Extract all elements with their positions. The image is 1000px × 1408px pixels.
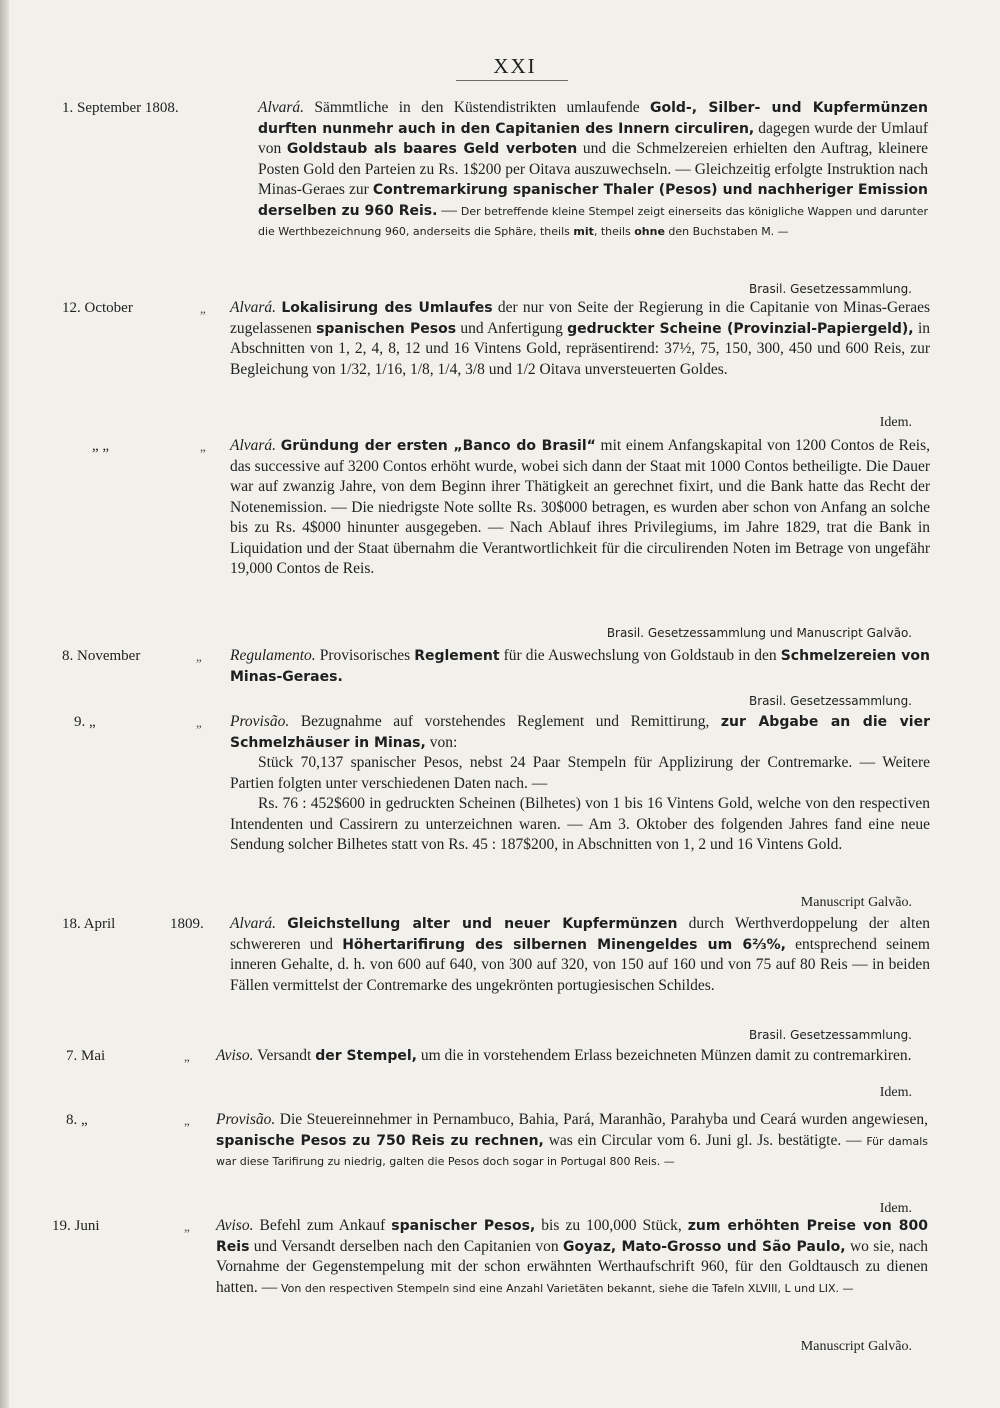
- entry-text: [230, 712, 930, 856]
- footnote-text: ohne: [634, 225, 665, 238]
- entry-date: 12. October: [62, 300, 133, 316]
- emphasis-text: Goyaz, Mato-Grosso und São Paulo,: [563, 1238, 846, 1255]
- entry-source: Idem.: [879, 1201, 912, 1216]
- entry-paragraph: [216, 1110, 928, 1172]
- entry-type: Aviso.: [216, 1047, 254, 1064]
- emphasis-text: Contremarkirung spanischer Thaler (Pesos) und nachheriger Emission derselben zu 960 Reis.: [258, 182, 928, 219]
- emphasis-text: Reglement: [414, 648, 500, 664]
- footnote-text: Der betreffende kleine Stempel zeigt einerseits das königliche Wappen und darunter die Werthbezeichnung 960, anderseits die Sphäre, theils: [258, 204, 929, 238]
- footnote-text: mit: [573, 225, 594, 238]
- body-text: und Anfertigung: [456, 319, 568, 337]
- entry-text: [216, 1046, 928, 1067]
- ditto-mark: „: [200, 301, 206, 316]
- entry-source: Idem.: [879, 1085, 912, 1100]
- entry-source: Idem.: [879, 415, 912, 430]
- body-text: Sämmtliche in den Küstendistrikten umlaufende: [314, 99, 650, 116]
- entry-source: Brasil. Gesetzessammlung.: [749, 694, 912, 708]
- entry-type: Provisão.: [216, 1111, 276, 1128]
- ditto-mark: „: [200, 439, 206, 454]
- emphasis-text: Goldstaub als baares Geld verboten: [286, 141, 578, 157]
- body-text: Versandt: [257, 1047, 316, 1064]
- footnote-text: Von den respectiven Stempeln sind eine Anzahl Varietäten bekannt, siehe die Tafeln XLVIII, L und LIX. —: [281, 1281, 854, 1295]
- entry-source: Brasil. Gesetzessammlung.: [749, 282, 912, 296]
- entry-date: 8. November: [62, 648, 141, 664]
- entry-text: [230, 646, 930, 687]
- body-text: Bezugnahme auf vorstehendes Reglement und Remittirung,: [300, 713, 721, 730]
- footnote-text: , theils: [593, 225, 635, 238]
- footnote-text: Für damals war diese Tarifirung zu niedrig, galten die Pesos doch sogar in Portugal 800 Reis. —: [216, 1134, 928, 1168]
- body-text: und Versandt derselben nach den Capitanien von: [249, 1237, 564, 1255]
- entry-source: Brasil. Gesetzessammlung.: [749, 1028, 912, 1042]
- entry-date: 9. „: [74, 714, 96, 730]
- entry-type: Provisão.: [230, 713, 290, 730]
- body-text: —: [437, 201, 461, 219]
- entry-paragraph: [258, 98, 928, 242]
- body-text: und die Schmelzereien erhielten den Auftrag, kleinere Posten Gold den Parteien zu Rs. 1$200 per Oitava auszuwechseln. — Gleichzeitig erfolgte Instruktion nach Minas-Geraes zur: [258, 140, 928, 198]
- body-text: dagegen wurde der Umlauf von: [258, 119, 928, 157]
- entry-paragraph: [230, 436, 930, 580]
- emphasis-text: Schmelzereien von Minas-Geraes.: [230, 648, 931, 685]
- body-text: Die Steuereinnehmer in Pernambuco, Bahia, Pará, Maranhão, Parahyba und Ceará wurden angewiesen,: [279, 1111, 928, 1128]
- page-number: XXI: [493, 54, 537, 78]
- body-text: durch Werthverdoppelung der alten schwereren und: [230, 915, 930, 953]
- entry-paragraph: [230, 914, 930, 996]
- emphasis-text: Gleichstellung alter und neuer Kupfermünzen: [287, 916, 678, 932]
- entry-paragraph: [216, 1216, 928, 1298]
- body-text: was ein Circular vom 6. Juni gl. Js. bestätigte. —: [543, 1131, 867, 1149]
- entry-paragraph: [230, 712, 930, 753]
- emphasis-text: Gründung der ersten „Banco do Brasil“: [280, 438, 596, 454]
- entry-date: 18. April: [62, 916, 116, 932]
- entry-date: 7. Mai: [66, 1048, 106, 1064]
- body-text: um die in vorstehendem Erlass bezeichneten Münzen damit zu contremarkiren.: [417, 1047, 912, 1064]
- emphasis-text: spanische Pesos zu 750 Reis zu rechnen,: [216, 1132, 544, 1149]
- body-text: mit einem Anfangskapital von 1200 Contos de Reis, das successive auf 3200 Contos erhöht wurde, wobei sich dann der Staat mit 1000 Contos betheiligte. Die Dauer war auf zwanzig Jahre, von dem Beginn ihrer Thätigkeit an gerechnet fixirt, und die Bank hatte das Recht der Notenemission. — Die niedrigste Note sollte Rs. 30$000 betragen, es wurden aber schon von Anfang an solche bis zu Rs. 4$000 hinunter ausgegeben. — Nach Ablauf ihres Privilegiums, im Jahre 1829, trat die Bank in Liquidation und der Staat übernahm die Verantwortlichkeit für die circulirenden Noten im Betrage von ungefähr 19,000 Contos de Reis.: [230, 437, 931, 577]
- ditto-mark: „: [196, 715, 202, 730]
- body-text: für die Auswechslung von Goldstaub in den: [499, 647, 781, 664]
- page-number-rule: [456, 80, 568, 81]
- emphasis-text: spanischen Pesos: [316, 320, 457, 337]
- emphasis-text: zum erhöhten Preise von 800 Reis: [216, 1218, 928, 1255]
- ditto-mark: „: [184, 1049, 190, 1064]
- ditto-mark: „: [184, 1113, 190, 1128]
- entry-text: [230, 298, 930, 380]
- entry-subitem: Rs. 76 : 452$600 in gedruckten Scheinen (Bilhetes) von 1 bis 16 Vintens Gold, welche von den respectiven Intendenten und Cassirern zu unterzeichnen waren. — Am 3. Oktober des folgenden Jahres fand eine neue Sendung solcher Bilhetes statt von Rs. 45 : 187$200, in Abschnitten von 1, 2 und 16 Vintens Gold.: [230, 795, 930, 853]
- entry-source: Manuscript Galvão.: [800, 895, 912, 910]
- entry-text: [216, 1216, 928, 1298]
- entry-text: [230, 914, 930, 996]
- entry-text: [230, 436, 930, 580]
- emphasis-text: der Stempel,: [315, 1048, 417, 1064]
- entry-text: [258, 98, 928, 242]
- entry-subitem: Stück 70,137 spanischer Pesos, nebst 24 Paar Stempeln für Applizirung der Contremarke. — Weitere Partien folgten unter verschiedenen Daten nach. —: [230, 754, 930, 792]
- entry-date: 8. „: [66, 1112, 88, 1128]
- page-binding-edge: [0, 0, 9, 1408]
- entry-type: Alvará.: [230, 299, 277, 316]
- entry-type: Aviso.: [216, 1217, 254, 1234]
- entry-source: Brasil. Gesetzessammlung und Manuscript Galvão.: [606, 626, 912, 640]
- entry-type: Alvará.: [258, 99, 305, 116]
- emphasis-text: spanischer Pesos,: [391, 1218, 536, 1234]
- body-text: der nur von Seite der Regierung in die Capitanie von Minas-Geraes zugelassenen: [230, 299, 930, 337]
- entry-paragraph: [230, 298, 930, 380]
- body-text: bis zu 100,000 Stück,: [535, 1217, 688, 1234]
- entry-paragraph: [230, 646, 930, 687]
- ditto-mark: „: [196, 649, 202, 664]
- body-text: Provisorisches: [319, 647, 415, 664]
- entry-type: Regulamento.: [230, 647, 316, 664]
- entry-date: „ „: [92, 438, 110, 454]
- entry-paragraph: [216, 1046, 928, 1067]
- ditto-mark: „: [184, 1219, 190, 1234]
- entry-year: 1809.: [170, 916, 204, 932]
- body-text: wo sie, nach Vornahme der Gegenstempelung mit der schon erwähnten Werthaufschrift 960, für den Goldtausch zu dienen hatten. —: [216, 1237, 928, 1296]
- body-text: Befehl zum Ankauf: [259, 1217, 392, 1234]
- entry-type: Alvará.: [230, 915, 277, 932]
- emphasis-text: zur Abgabe an die vier Schmelzhäuser in Minas,: [230, 714, 930, 751]
- emphasis-text: Gold-, Silber- und Kupfermünzen durften nunmehr auch in den Capitanien des Innern circuliren,: [258, 100, 929, 137]
- entry-source: Manuscript Galvão.: [800, 1339, 912, 1354]
- footnote-text: den Buchstaben M. —: [664, 225, 789, 238]
- entry-date: 1. September 1808.: [62, 100, 179, 116]
- body-text: von:: [425, 733, 458, 751]
- body-text: entsprechend seinem inneren Gehalte, d. h. von 600 auf 640, von 300 auf 320, von 150 auf 160 und von 75 auf 80 Reis — in beiden Fällen vermittelst der Contremarke des ungekrönten portugiesischen Schildes.: [230, 935, 930, 994]
- emphasis-text: Lokalisirung des Umlaufes: [281, 300, 493, 316]
- emphasis-text: gedruckter Scheine (Provinzial-Papiergeld),: [567, 320, 914, 337]
- emphasis-text: Höhertarifirung des silbernen Minengeldes um 6⅔%,: [342, 936, 786, 953]
- entry-date: 19. Juni: [52, 1218, 100, 1234]
- entry-type: Alvará.: [230, 437, 277, 454]
- body-text: in Abschnitten von 1, 2, 4, 8, 12 und 16 Vintens Gold, repräsentirend: 37½, 75, 150, 300, 450 und 600 Reis, zur Begleichung von 1/32, 1/16, 1/8, 1/4, 3/8 und 1/2 Oitava unversteuerten Goldes.: [230, 319, 930, 378]
- entry-text: [216, 1110, 928, 1172]
